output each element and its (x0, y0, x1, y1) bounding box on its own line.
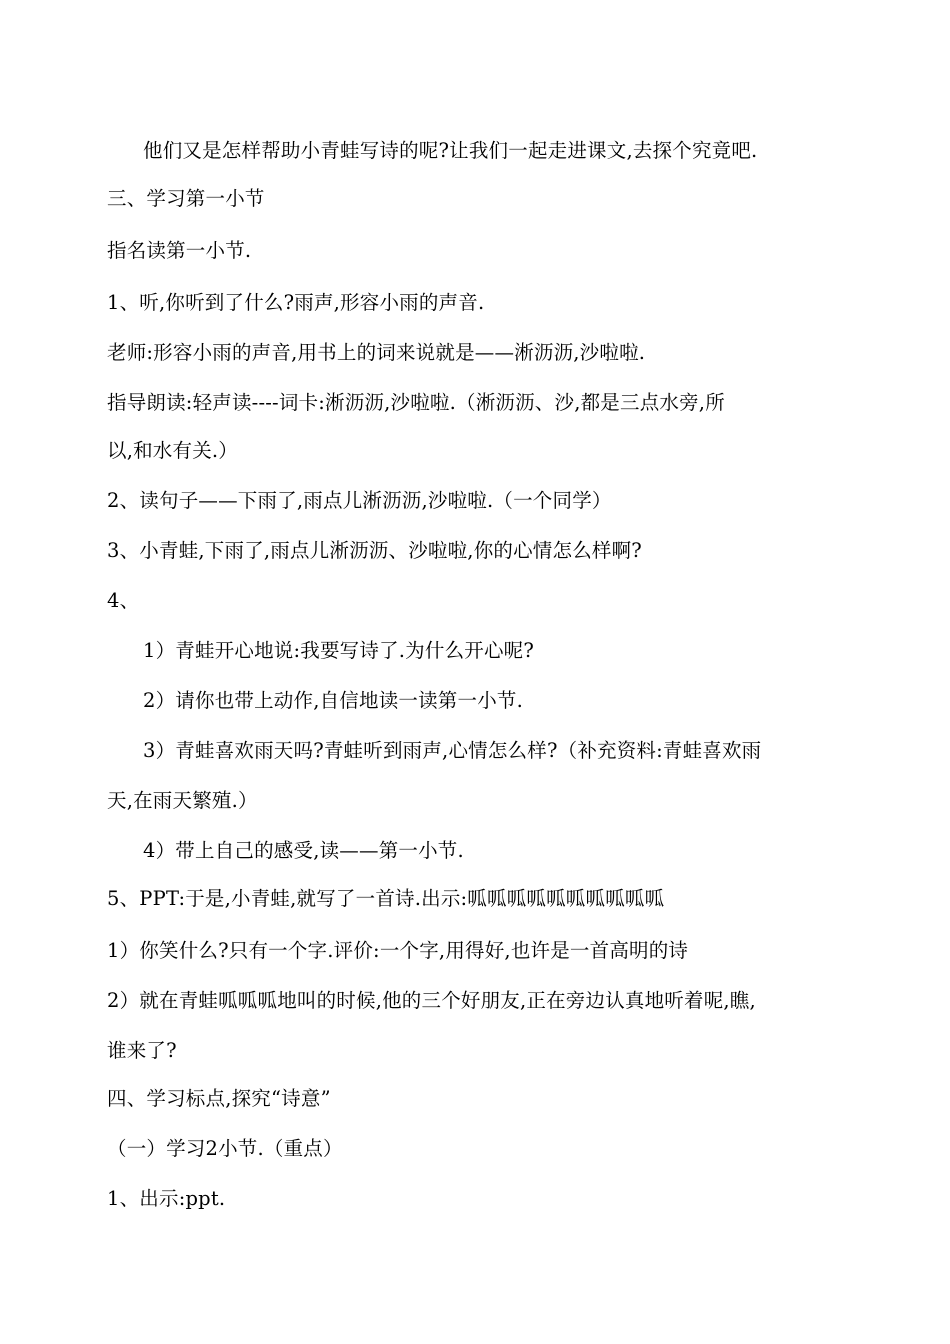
text-line-14: 天,在雨天繁殖.） (107, 789, 258, 812)
text-line-1: 他们又是怎样帮助小青蛙写诗的呢?让我们一起走进课文,去探个究竟吧. (143, 139, 758, 162)
section-heading-4: 四、学习标点,探究“诗意” (107, 1087, 331, 1110)
text-line-7: 以,和水有关.） (107, 439, 238, 462)
text-line-16: 5、PPT:于是,小青蛙,就写了一首诗.出示:呱呱呱呱呱呱呱呱呱呱 (107, 887, 665, 910)
text-line-10: 4、 (107, 589, 140, 612)
subsection-heading-1: （一）学习2小节.（重点） (107, 1137, 343, 1160)
text-line-18: 2）就在青蛙呱呱呱地叫的时候,他的三个好朋友,正在旁边认真地听着呢,瞧, (107, 989, 756, 1012)
text-line-22: 1、出示:ppt. (107, 1187, 226, 1210)
text-line-9: 3、小青蛙,下雨了,雨点儿淅沥沥、沙啦啦,你的心情怎么样啊? (107, 539, 642, 562)
text-line-3: 指名读第一小节. (107, 239, 252, 262)
text-line-11: 1）青蛙开心地说:我要写诗了.为什么开心呢? (143, 639, 535, 662)
text-line-12: 2）请你也带上动作,自信地读一读第一小节. (143, 689, 524, 712)
text-line-13: 3）青蛙喜欢雨天吗?青蛙听到雨声,心情怎么样?（补充资料:青蛙喜欢雨 (143, 739, 762, 762)
text-line-8: 2、读句子——下雨了,雨点儿淅沥沥,沙啦啦.（一个同学） (107, 489, 612, 512)
text-line-5: 老师:形容小雨的声音,用书上的词来说就是——淅沥沥,沙啦啦. (107, 341, 646, 364)
text-line-6: 指导朗读:轻声读----词卡:淅沥沥,沙啦啦.（淅沥沥、沙,都是三点水旁,所 (107, 391, 725, 414)
text-line-4: 1、听,你听到了什么?雨声,形容小雨的声音. (107, 291, 485, 314)
text-line-15: 4）带上自己的感受,读——第一小节. (143, 839, 464, 862)
text-line-17: 1）你笑什么?只有一个字.评价:一个字,用得好,也许是一首高明的诗 (107, 939, 689, 962)
section-heading-3: 三、学习第一小节 (107, 187, 265, 210)
text-line-19: 谁来了? (107, 1039, 177, 1062)
